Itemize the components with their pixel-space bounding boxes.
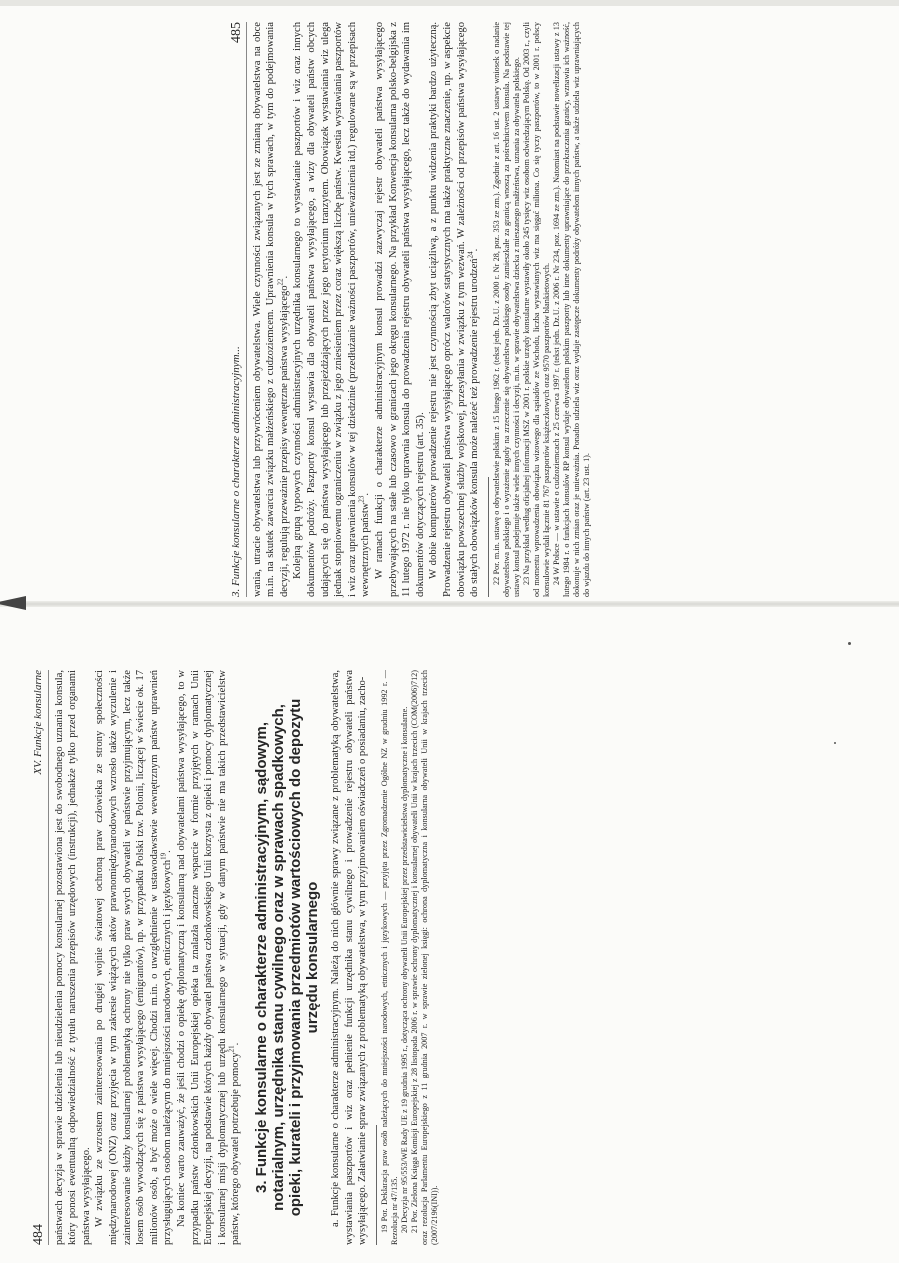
footnote-divider [488,477,489,597]
page-number: 484 [31,1224,46,1245]
paragraph: państwach decyzja w sprawie udzielenia lub nieudzielenia pomocy konsularnej pozostawiona jest do swobodnego uznania konsula, który ponosi ewentualną odpowiedzialność z tytułu naruszenia przepisów urzędowych (instrukcji), jednakże tylko przed organami państwa wysyłającego. [53,670,92,1245]
paragraph: W związku ze wzrostem zainteresowania po drugiej wojnie światowej ochroną praw człowieka ze strony społeczności międzynarodowej (ONZ) oraz przyjęcia w tym zakresie wiążących aktów prawnomiędzynarodowych wzrosło także wyczulenie i zainteresowanie służby konsularnej problematyką ochrony nie tylko praw swych obywateli w państwie przyjmującym, lecz także losem osób wywodzących się z państwa wysyłającego (emigrantów), np. w przypadku Polski tzw. Polonii, liczącej w świecie ok. 17 milionów osób, a być może o wiele więcej. Chodzi m.in. o uwzględnienie w ustawodawstwie wewnętrznym państw uprawnień przysługujących osobom należącym do mniejszości narodowych, etnicznych i językowych$^{19}$. [94,670,174,1245]
page-484 [32,670,452,1245]
page-header [32,670,49,1245]
paragraph: W ramach funkcji o charakterze administracyjnym konsul prowadzi zazwyczaj rejestr obywateli państwa wysyłającego przebywających na stałe lub czasowo w granicach jego okręgu konsularnego. Na przykład Konwencja konsularna polsko-belgijska z 11 lutego 1972 r. nie tylko uprawnia konsula do prowadzenia rejestru obywateli państwa wysyłającego, lecz także do wydawania im dokumentów dotyczących rejestru (art. 35). [373,22,426,597]
section-heading: 3. Funkcje konsularne o charakterze administracyjnym, sądowym, notarialnym, urzędnika stanu cywilnego oraz w sprawach spadkowych, opieki, kurateli i przyjmowania przedmiotów wartościowych do depozytu urzędu konsularnego [252,698,321,1217]
footnote: 21 Por. Zielona Księga Komisji Europejskiej z 28 listopada 2006 r. w sprawie ochrony dyplomatycznej i konsularnej obywateli Unii w krajach trzecich (COM(2006)712) oraz rezolucja Parlamentu Europejskiego z 11 grudnia 2007 r. w sprawie zielonej księgi: ochrona dyplomatyczna i konsularna obywateli Unii w krajach trzecich (2007/2196(INI)). [409,670,439,1245]
page-edge-mark [0,596,26,610]
footnote: 24 W Polsce — w ustawie o cudzoziemcach z 25 czerwca 1997 r. (tekst jedn. Dz.U. z 2006 r. Nr 234, poz. 1694 ze zm.). Natomiast na podstawie nowelizacji ustawy z 13 lutego 1984 r. o funkcjach konsulów RP konsul wydaje obywatelom polskim paszporty lub inne dokumenty uprawniające do przekraczania granicy, wznawia ich ważność, dokonuje w nich zmian oraz je unieważnia. Ponadto udziela wiz oraz wydaje zastępcze dokumenty podróży obywatelom innych państw, a także udziela wiz uprawniających do wjazdu do innych państw (art. 23 ust. 1). [551,22,591,597]
page-485 [230,22,650,597]
footnote: 20 Decyzja nr 95/553/WE Rady UE z 19 grudnia 1995 r., dotycząca ochrony obywateli Unii Europejskiej przez przedstawicielstwa dyplomatyczne i konsularne. [399,706,409,1233]
ink-speck [834,742,836,744]
ink-speck [848,642,851,645]
page-number: 485 [229,22,244,43]
scan-edge [0,0,899,6]
footnote: 23 Na przykład według oficjalnej informacji MSZ w 2001 r. polskie urzędy konsularne wystawiły około 245 tysięcy wiz osobom odwiedzającym Polskę. Od 2003 r., czyli od momentu wprowadzenia obowiązku wizowego dla sąsiadów ze Wschodu, liczba wystawianych wiz ma sięgać miliona. Co się tyczy paszportów, to w 2001 r. polscy konsulowie wydali łącznie 81 767 paszportów książeczkowych oraz 9570 paszportów blankietowych. [521,22,551,597]
paragraph: wania, utracie obywatelstwa lub przywróceniem obywatelstwa. Wiele czynności związanych jest ze zmianą obywatelstwa na obce m.in. na skutek zawarcia związku małżeńskiego z cudzoziemcem. Uprawnienia konsula w tych sprawach, w tym do podejmowania decyzji, regulują przeważnie przepisy wewnętrzne państwa wysyłającego$^{22}$. [251,22,290,597]
footnote-divider [376,1125,377,1245]
running-head: XV. Funkcje konsularne [32,670,44,775]
footnote: 22 Por. m.in. ustawę o obywatelstwie polskim z 15 lutego 1962 r. (tekst jedn. Dz.U. z 2000 r. Nr 28, poz. 353 ze zm.). Zgodnie z art. 16 ust. 2 ustawy wniosek o nadanie obywatelstwa polskiego i o wyrażenie zgody na zrzeczenie się obywatelstwa polskiego osoby zamieszkałe za granicą wnoszą za pośrednictwem konsula. Na podstawie tej ustawy konsul podejmuje także wiele innych czynności i decyzji, m.in. w sprawie obywatelstwa dziecka z mieszanego małżeństwa, uznania za obywatela polskiego. [491,22,521,597]
page-gutter [0,601,899,607]
footnote-ref: 24 [466,251,475,259]
footnote-ref: 21 [227,1045,236,1053]
footnote: 19 Por. Deklaracja praw osób należących do mniejszości narodowych, etnicznych i językowych — przyjęta przez Zgromadzenie Ogólne NZ w grudniu 1992 r. — Rezolucja nr 47/135. [379,670,399,1245]
footnote-ref: 19 [159,852,168,860]
paragraph: Kolejną grupą typowych czynności administracyjnych urzędnika konsularnego to wystawianie paszportów i wiz oraz innych dokumentów podróży. Paszporty konsul wystawia dla obywateli państwa wysyłającego, a wizy dla obywateli państw obcych udających się do państwa wysyłającego lub przejeżdżających przez jego terytorium tranzytem. Obowiązek wystawiania wiz ulega jednak stopniowemu ograniczeniu w związku z jego zniesieniem przez coraz większą liczbę państw. Kwestia wystawiania paszportów i wiz oraz uprawnienia konsulów w tej dziedzinie (przedłużanie ważności paszportów, unieważnienia itd.) regulowane są w przepisach wewnętrznych państw$^{23}$. [292,22,372,597]
paragraph: W dobie komputerów prowadzenie rejestru nie jest czynnością zbyt uciążliwą, a z punktu widzenia praktyki bardzo użyteczną. Prowadzenie rejestru obywateli państwa wysyłającego oprócz walorów statystycznych ma także praktyczne znaczenie, np. w aspekcie obowiązku powszechnej służby wojskowej, przesyłania w związku z tym wezwań. W zależności od przepisów państwa wysyłającego do stałych obowiązków konsula może należeć też prowadzenie rejestru urodzeń$^{24}$. [428,22,481,597]
footnote-ref: 22 [276,278,285,286]
page-header [230,22,247,597]
running-head: 3. Funkcje konsularne o charakterze administracyjnym... [230,346,242,597]
subsection-paragraph: a. Funkcje konsularne o charakterze administracyjnym. Należą do nich głównie sprawy związane z problematyką obywatelstwa, wystawiania paszportów i wiz oraz pełnienie funkcji urzędnika stanu cywilnego i prowadzenie rejestru obywateli państwa wysyłającego. Załatwianie spraw związanych z problematyką obywatelstwa, w tym przyjmowaniem oświadczeń o posiadaniu, zacho- [329,670,369,1245]
footnote-ref: 23 [357,495,366,503]
paragraph: Na koniec warto zauważyć, że jeśli chodzi o opiekę dyplomatyczną i konsularną nad obywatelami państwa wysyłającego, to w przypadku państw członkowskich Unii Europejskiej opieka ta znalazła znaczne wsparcie w formie przyjętych w ramach Unii Europejskiej decyzji, na podstawie których każdy obywatel państwa członkowskiego Unii korzysta z opieki i pomocy dyplomatycznej i konsularnej misji dyplomatycznej lub urzędu konsularnego w sytuacji, gdy w danym państwie nie ma takich przedstawicielstw państw, którego obywatel potrzebuje pomocy$^{21}$. [175,670,242,1245]
